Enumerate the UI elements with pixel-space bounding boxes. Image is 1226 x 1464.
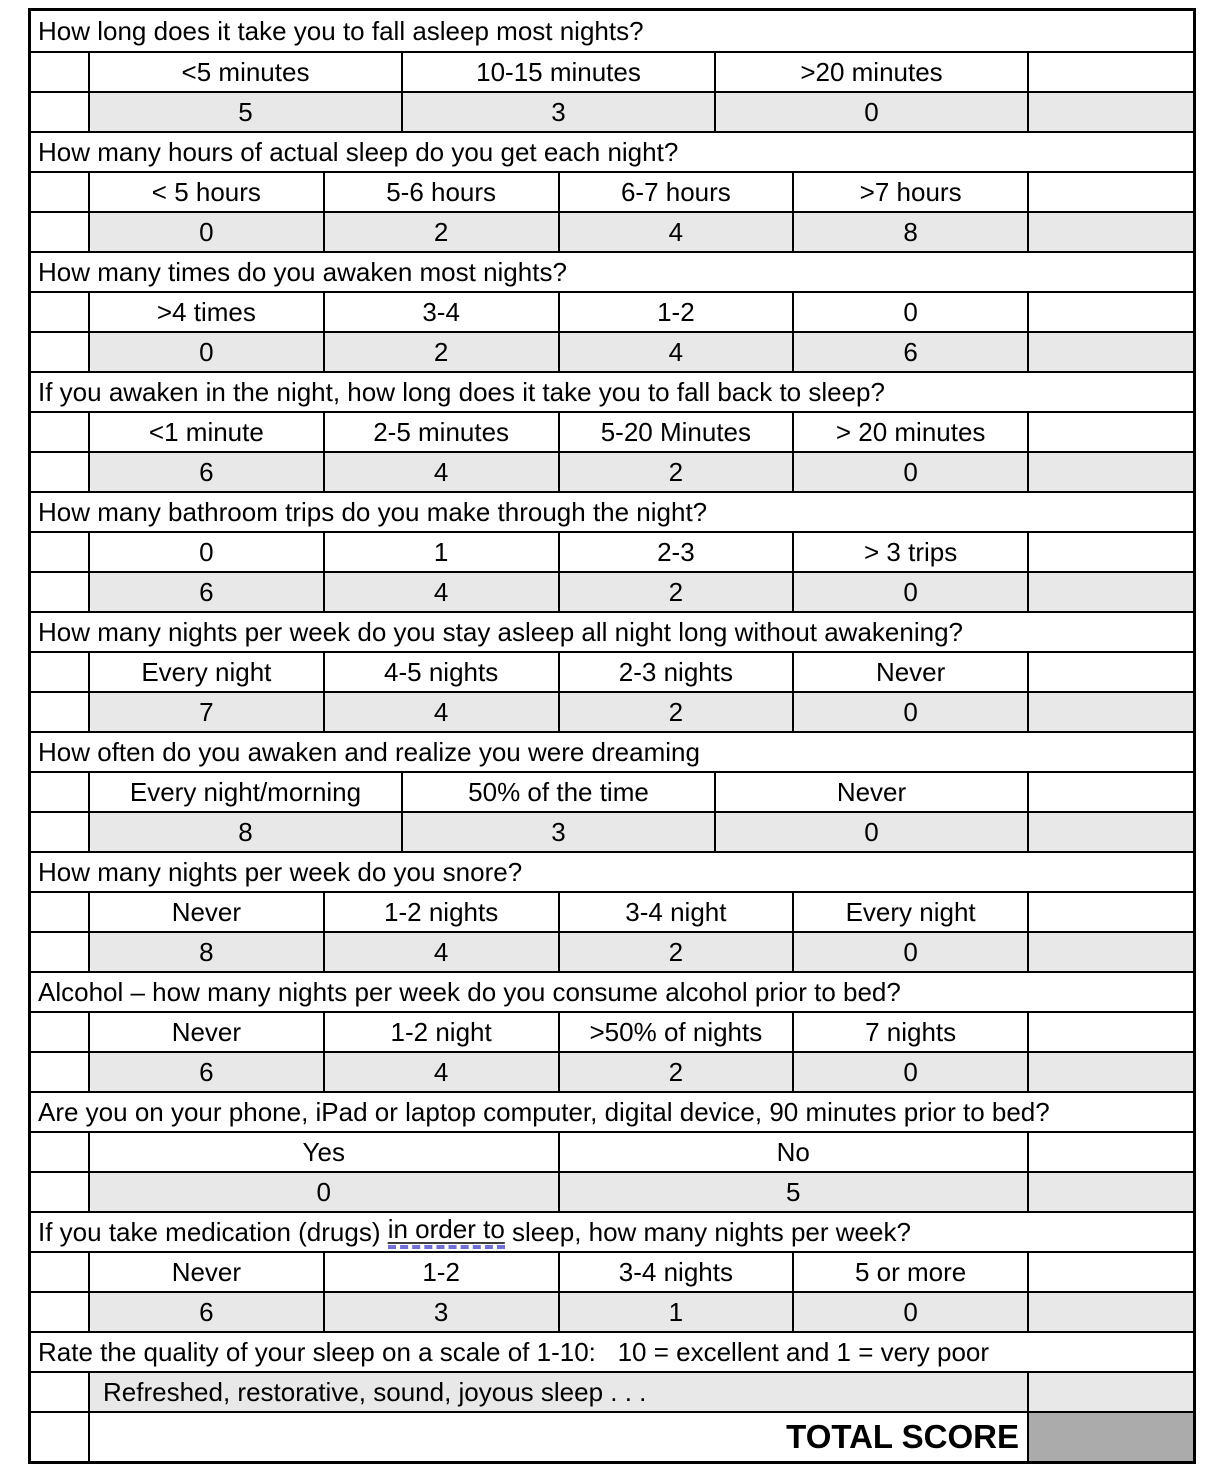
option-label: 5 or more: [854, 1256, 967, 1287]
margin-cell: [31, 933, 88, 971]
option-cell: [323, 893, 558, 931]
option-label: Yes: [302, 1136, 345, 1167]
options-row: [31, 1251, 1193, 1291]
score-cell: [558, 453, 793, 491]
option-cell: [792, 413, 1027, 451]
question-text: How long does it take you to fall asleep most nights?: [38, 15, 644, 46]
option-label: Every night/morning: [129, 776, 362, 807]
score-value: 0: [903, 456, 918, 487]
question-block: [31, 851, 1193, 971]
margin-cell: [31, 293, 88, 331]
score-value: 2: [668, 456, 684, 487]
option-cell: [558, 1253, 793, 1291]
question-block: [31, 251, 1193, 371]
score-value: 2: [668, 576, 684, 607]
answer-cell[interactable]: [1027, 53, 1193, 91]
scores-row: [31, 331, 1193, 371]
question-row: [31, 1091, 1193, 1131]
score-value: 2: [668, 1056, 684, 1087]
score-answer-cell[interactable]: [1027, 1173, 1193, 1211]
option-label: 1: [433, 536, 449, 567]
rating-block: [31, 1331, 1193, 1461]
score-value: 8: [903, 216, 918, 247]
scores-row: [31, 211, 1193, 251]
score-cell: [323, 573, 558, 611]
option-label: 1-2 night: [390, 1016, 492, 1047]
score-cell: [323, 693, 558, 731]
score-value: 4: [433, 456, 449, 487]
question-text: If you take medication (drugs): [38, 1216, 388, 1247]
score-cell: [792, 1293, 1027, 1331]
total-score-label-cell: [88, 1413, 1027, 1461]
option-cell: [558, 893, 793, 931]
option-label: 3-4 night: [625, 896, 727, 927]
question-block: [31, 371, 1193, 491]
option-cell: [558, 1013, 793, 1051]
score-answer-cell[interactable]: [1027, 573, 1193, 611]
scores-row: [31, 1291, 1193, 1331]
option-label: 5-20 Minutes: [600, 416, 752, 447]
score-cell: [323, 213, 558, 251]
option-label: 7 nights: [865, 1016, 957, 1047]
total-score-label: TOTAL SCORE: [786, 1418, 1019, 1455]
scores-row: [31, 931, 1193, 971]
score-value: 8: [238, 816, 253, 847]
score-value: 4: [433, 936, 449, 967]
score-value: 3: [551, 96, 566, 127]
option-label: >50% of nights: [589, 1016, 763, 1047]
score-cell: [88, 453, 323, 491]
answer-cell[interactable]: [1027, 1133, 1193, 1171]
margin-cell: [31, 1253, 88, 1291]
question-row: [31, 611, 1193, 651]
score-answer-cell[interactable]: [1027, 213, 1193, 251]
question-row: [31, 131, 1193, 171]
score-value: 6: [199, 456, 214, 487]
option-cell: [558, 413, 793, 451]
question-text: How many bathroom trips do you make through the night?: [38, 496, 708, 527]
scores-row: [31, 571, 1193, 611]
margin-cell: [31, 693, 88, 731]
score-cell: [714, 93, 1027, 131]
option-cell: [88, 293, 323, 331]
margin-cell: [31, 173, 88, 211]
score-cell: [88, 213, 323, 251]
margin-cell: [31, 53, 88, 91]
score-cell: [88, 933, 323, 971]
option-label: 4-5 nights: [384, 656, 499, 687]
option-cell: [558, 1133, 1028, 1171]
score-cell: [558, 1293, 793, 1331]
options-row: [31, 771, 1193, 811]
options-row: [31, 411, 1193, 451]
score-value: 1: [668, 1296, 684, 1327]
grammar-check-underline[interactable]: in order to: [388, 1215, 505, 1249]
question-row: [31, 851, 1193, 891]
option-label: 50% of the time: [468, 776, 649, 807]
score-answer-cell[interactable]: [1027, 933, 1193, 971]
option-cell: [88, 773, 401, 811]
option-cell: [323, 653, 558, 691]
score-value: 6: [903, 336, 918, 367]
option-label: 2-3 nights: [618, 656, 733, 687]
descriptor-row: [31, 1371, 1193, 1411]
margin-cell: [31, 1133, 88, 1171]
score-cell: [558, 1173, 1028, 1211]
total-score-input-cell[interactable]: [1027, 1413, 1193, 1461]
score-cell: [558, 333, 793, 371]
question-text: sleep, how many nights per week?: [504, 1216, 911, 1247]
score-value: 0: [864, 96, 879, 127]
option-cell: [88, 413, 323, 451]
option-label: >7 hours: [859, 176, 962, 207]
score-cell: [792, 1053, 1027, 1091]
options-row: [31, 51, 1193, 91]
scores-row: [31, 451, 1193, 491]
option-cell: [792, 893, 1027, 931]
question-text: If you awaken in the night, how long does it take you to fall back to sleep?: [38, 376, 885, 407]
option-label: Never: [171, 1256, 242, 1287]
question-row: [31, 731, 1193, 771]
score-value: 2: [668, 696, 684, 727]
score-cell: [558, 573, 793, 611]
option-cell: [88, 893, 323, 931]
option-label: 3-4 nights: [618, 1256, 733, 1287]
answer-cell[interactable]: [1027, 173, 1193, 211]
score-value: 0: [903, 1056, 918, 1087]
score-cell: [323, 933, 558, 971]
score-value: 4: [433, 1056, 449, 1087]
option-cell: [792, 653, 1027, 691]
question-text: Alcohol – how many nights per week do you consume alcohol prior to bed?: [38, 976, 901, 1007]
question-text: How many hours of actual sleep do you get each night?: [38, 136, 679, 167]
score-value: 0: [864, 816, 879, 847]
option-cell: [88, 173, 323, 211]
question-text: How many nights per week do you stay asleep all night long without awakening?: [38, 616, 963, 647]
margin-cell: [31, 573, 88, 611]
score-cell: [323, 1053, 558, 1091]
option-cell: [714, 53, 1027, 91]
option-label: > 20 minutes: [835, 416, 986, 447]
margin-cell: [31, 773, 88, 811]
scores-row: [31, 91, 1193, 131]
score-cell: [88, 1053, 323, 1091]
option-label: Every night: [845, 896, 976, 927]
option-label: 6-7 hours: [620, 176, 731, 207]
question-row: [31, 11, 1193, 51]
score-value: 0: [903, 1296, 918, 1327]
question-row: [31, 1211, 1193, 1251]
option-label: Never: [875, 656, 946, 687]
sleep-questionnaire-table: [28, 8, 1196, 1464]
score-cell: [792, 933, 1027, 971]
options-row: [31, 1011, 1193, 1051]
question-row: [31, 971, 1193, 1011]
option-label: No: [776, 1136, 810, 1167]
score-value: 0: [199, 216, 214, 247]
scores-row: [31, 1051, 1193, 1091]
margin-cell: [31, 213, 88, 251]
score-cell: [558, 1053, 793, 1091]
answer-cell[interactable]: [1027, 1253, 1193, 1291]
score-answer-cell[interactable]: [1027, 1053, 1193, 1091]
question-text: How many times do you awaken most nights?: [38, 256, 567, 287]
score-cell: [88, 693, 323, 731]
score-value: 0: [903, 936, 918, 967]
margin-cell: [31, 1373, 88, 1411]
options-row: [31, 291, 1193, 331]
option-cell: [792, 173, 1027, 211]
scores-row: [31, 691, 1193, 731]
answer-cell[interactable]: [1027, 413, 1193, 451]
question-text: Are you on your phone, iPad or laptop computer, digital device, 90 minutes prior to bed?: [38, 1096, 1050, 1127]
options-row: [31, 651, 1193, 691]
score-cell: [558, 693, 793, 731]
margin-cell: [31, 1413, 88, 1461]
score-value: 2: [668, 936, 684, 967]
answer-cell[interactable]: [1027, 773, 1193, 811]
score-answer-cell[interactable]: [1027, 693, 1193, 731]
option-label: 1-2 nights: [384, 896, 499, 927]
option-cell: [88, 653, 323, 691]
score-value: 0: [199, 336, 214, 367]
option-cell: [792, 1013, 1027, 1051]
score-cell: [792, 213, 1027, 251]
score-value: 0: [903, 696, 918, 727]
option-label: 1-2: [657, 296, 695, 327]
score-cell: [401, 813, 714, 851]
option-label: < 5 hours: [151, 176, 261, 207]
score-value: 8: [199, 936, 214, 967]
margin-cell: [31, 1013, 88, 1051]
option-cell: [323, 1013, 558, 1051]
score-value: 2: [433, 216, 449, 247]
score-value: 0: [316, 1176, 331, 1207]
option-label: <1 minute: [148, 416, 264, 447]
question-block: [31, 611, 1193, 731]
question-block: [31, 1211, 1193, 1331]
score-cell: [88, 813, 401, 851]
score-cell: [323, 333, 558, 371]
score-value: 4: [433, 696, 449, 727]
option-label: > 3 trips: [864, 536, 958, 567]
descriptor-text: Refreshed, restorative, sound, joyous sleep . . .: [103, 1376, 647, 1407]
option-cell: [323, 293, 558, 331]
option-label: 0: [199, 536, 214, 567]
option-label: 10-15 minutes: [476, 56, 641, 87]
option-cell: [323, 413, 558, 451]
score-value: 2: [433, 336, 449, 367]
answer-cell[interactable]: [1027, 293, 1193, 331]
question-text: Rate the quality of your sleep on a scale of 1-10: 10 = excellent and 1 = very poor: [38, 1336, 990, 1367]
option-label: 2-5 minutes: [373, 416, 510, 447]
margin-cell: [31, 1173, 88, 1211]
score-cell: [792, 453, 1027, 491]
score-value: 6: [199, 576, 214, 607]
score-cell: [792, 333, 1027, 371]
question-row: [31, 371, 1193, 411]
options-row: [31, 531, 1193, 571]
options-row: [31, 171, 1193, 211]
scores-row: [31, 811, 1193, 851]
score-value: 4: [433, 576, 449, 607]
score-answer-cell[interactable]: [1027, 453, 1193, 491]
option-label: 0: [903, 296, 918, 327]
question-row: [31, 1331, 1193, 1371]
question-block: [31, 131, 1193, 251]
answer-cell[interactable]: [1027, 1013, 1193, 1051]
question-block: [31, 1091, 1193, 1211]
option-cell: [792, 293, 1027, 331]
answer-cell[interactable]: [1027, 893, 1193, 931]
option-cell: [714, 773, 1027, 811]
score-value: 4: [668, 216, 684, 247]
question-row: [31, 491, 1193, 531]
total-score-row: [31, 1411, 1193, 1461]
option-cell: [558, 173, 793, 211]
question-block: [31, 491, 1193, 611]
answer-cell[interactable]: [1027, 653, 1193, 691]
score-cell: [401, 93, 714, 131]
option-cell: [323, 173, 558, 211]
margin-cell: [31, 93, 88, 131]
score-cell: [88, 333, 323, 371]
descriptor-cell: [88, 1373, 1027, 1411]
option-cell: [558, 293, 793, 331]
option-cell: [88, 53, 401, 91]
option-label: 5-6 hours: [386, 176, 497, 207]
question-text: How often do you awaken and realize you were dreaming: [38, 736, 700, 767]
answer-cell[interactable]: [1027, 533, 1193, 571]
score-cell: [792, 693, 1027, 731]
margin-cell: [31, 1053, 88, 1091]
option-cell: [88, 1133, 558, 1171]
score-cell: [714, 813, 1027, 851]
score-cell: [323, 453, 558, 491]
options-row: [31, 1131, 1193, 1171]
question-block: [31, 971, 1193, 1091]
score-value: 4: [668, 336, 684, 367]
margin-cell: [31, 1293, 88, 1331]
question-block: [31, 11, 1193, 131]
option-cell: [558, 533, 793, 571]
option-cell: [401, 773, 714, 811]
rating-answer-cell[interactable]: [1027, 1373, 1193, 1411]
option-label: <5 minutes: [181, 56, 310, 87]
score-cell: [88, 93, 401, 131]
option-label: Never: [171, 1016, 242, 1047]
option-label: >4 times: [156, 296, 256, 327]
score-answer-cell[interactable]: [1027, 93, 1193, 131]
option-cell: [88, 1253, 323, 1291]
option-label: 3-4: [422, 296, 460, 327]
margin-cell: [31, 413, 88, 451]
scores-row: [31, 1171, 1193, 1211]
score-cell: [88, 1293, 323, 1331]
score-cell: [88, 1173, 558, 1211]
score-cell: [792, 573, 1027, 611]
score-value: 5: [786, 1176, 801, 1207]
score-answer-cell[interactable]: [1027, 1293, 1193, 1331]
options-row: [31, 891, 1193, 931]
option-label: >20 minutes: [800, 56, 943, 87]
score-value: 7: [199, 696, 214, 727]
question-block: [31, 731, 1193, 851]
question-row: [31, 251, 1193, 291]
option-cell: [323, 533, 558, 571]
option-label: Every night: [141, 656, 272, 687]
score-cell: [558, 213, 793, 251]
option-cell: [792, 1253, 1027, 1291]
question-text: How many nights per week do you snore?: [38, 856, 523, 887]
margin-cell: [31, 533, 88, 571]
option-cell: [558, 653, 793, 691]
option-cell: [88, 533, 323, 571]
margin-cell: [31, 813, 88, 851]
score-value: 0: [903, 576, 918, 607]
margin-cell: [31, 453, 88, 491]
option-label: Never: [171, 896, 242, 927]
option-cell: [792, 533, 1027, 571]
score-value: 6: [199, 1056, 214, 1087]
option-cell: [88, 1013, 323, 1051]
score-value: 3: [433, 1296, 449, 1327]
option-label: 2-3: [657, 536, 695, 567]
option-cell: [401, 53, 714, 91]
margin-cell: [31, 333, 88, 371]
option-cell: [323, 1253, 558, 1291]
score-value: 3: [551, 816, 566, 847]
score-value: 6: [199, 1296, 214, 1327]
option-label: Never: [836, 776, 907, 807]
score-cell: [323, 1293, 558, 1331]
score-answer-cell[interactable]: [1027, 813, 1193, 851]
score-cell: [558, 933, 793, 971]
score-answer-cell[interactable]: [1027, 333, 1193, 371]
margin-cell: [31, 893, 88, 931]
score-value: 5: [238, 96, 253, 127]
option-label: 1-2: [422, 1256, 460, 1287]
margin-cell: [31, 653, 88, 691]
score-cell: [88, 573, 323, 611]
